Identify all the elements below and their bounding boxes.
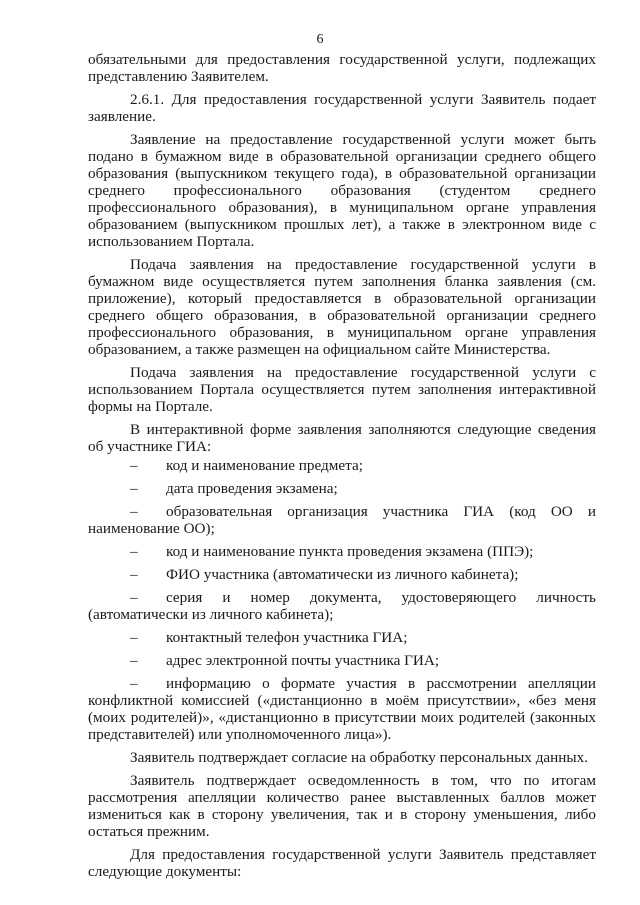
list-item bbox=[88, 629, 596, 646]
list-dash: – bbox=[130, 652, 138, 669]
list-item-text: код и наименование пункта проведения экзамена (ППЭ); bbox=[166, 543, 534, 560]
page-body bbox=[88, 51, 596, 886]
list-item-text: серия и номер документа, удостоверяющего личность (автоматически из личного кабинета); bbox=[88, 589, 596, 623]
list-dash: – bbox=[130, 589, 138, 606]
applicant-info-list bbox=[88, 457, 596, 743]
list-item-text: образовательная организация участника ГИА (код ОО и наименование ОО); bbox=[88, 503, 596, 537]
paragraph: Заявитель подтверждает согласие на обработку персональных данных. bbox=[130, 749, 589, 766]
paragraph: обязательными для предоставления государственной услуги, подлежащих представлению Заявителем. bbox=[88, 51, 596, 85]
list-item-text: контактный телефон участника ГИА; bbox=[166, 629, 408, 646]
list-dash: – bbox=[130, 480, 138, 497]
list-item bbox=[88, 543, 596, 560]
list-item bbox=[88, 652, 596, 669]
page-number: 6 bbox=[316, 32, 324, 47]
list-item bbox=[88, 589, 596, 623]
list-dash: – bbox=[130, 503, 138, 520]
list-dash: – bbox=[130, 566, 138, 583]
paragraph: В интерактивной форме заявления заполняются следующие сведения об участнике ГИА: bbox=[88, 421, 596, 455]
list-item-text: код и наименование предмета; bbox=[166, 457, 363, 474]
paragraph: Подача заявления на предоставление государственной услуги с использованием Портала осуществляется путем заполнения интерактивной формы на Портале. bbox=[88, 364, 596, 415]
paragraph: Для предоставления государственной услуги Заявитель представляет следующие документы: bbox=[88, 846, 596, 880]
list-item-text: информацию о формате участия в рассмотрении апелляции конфликтной комиссией («дистанционно в моём присутствии», «без меня (моих родителей)», «дистанционно в присутствии моих родителей (законных представителей) или уполномоченного лица»). bbox=[88, 675, 596, 743]
list-item bbox=[88, 503, 596, 537]
list-dash: – bbox=[130, 675, 138, 692]
list-item bbox=[88, 480, 596, 497]
list-item-text: ФИО участника (автоматически из личного кабинета); bbox=[166, 566, 519, 583]
list-item bbox=[88, 675, 596, 743]
list-item bbox=[88, 566, 596, 583]
paragraph: 2.6.1. Для предоставления государственной услуги Заявитель подает заявление. bbox=[88, 91, 596, 125]
paragraph: Заявитель подтверждает осведомленность в том, что по итогам рассмотрения апелляции количество ранее выставленных баллов может измениться как в сторону увеличения, так и в сторону уменьшения, либо остаться прежним. bbox=[88, 772, 596, 840]
paragraph: Подача заявления на предоставление государственной услуги в бумажном виде осуществляется путем заполнения бланка заявления (см. приложение), который предоставляется в образовательной организации среднего общего образования, в образовательной организации среднего профессионального образования, в муниципальном органе управления образованием, а также размещен на официальном сайте Министерства. bbox=[88, 256, 596, 358]
list-item bbox=[88, 457, 596, 474]
list-dash: – bbox=[130, 457, 138, 474]
paragraph: Заявление на предоставление государственной услуги может быть подано в бумажном виде в образовательной организации среднего общего образования (выпускником текущего года), в образовательной организации среднего профессионального образования (студентом среднего профессионального образования), в муниципальном органе управления образованием (выпускником прошлых лет), а также в электронном виде с использованием Портала. bbox=[88, 131, 596, 250]
list-item-text: дата проведения экзамена; bbox=[166, 480, 338, 497]
list-dash: – bbox=[130, 543, 138, 560]
list-dash: – bbox=[130, 629, 138, 646]
list-item-text: адрес электронной почты участника ГИА; bbox=[166, 652, 440, 669]
